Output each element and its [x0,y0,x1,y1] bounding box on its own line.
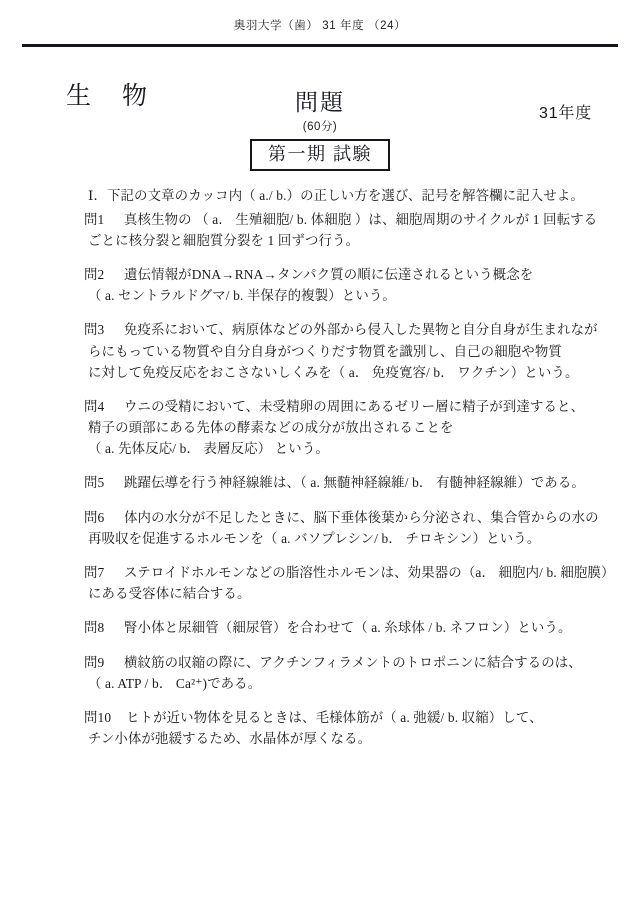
question-first-line [0,319,618,340]
question-continuation-line [0,362,618,383]
question-first-line [0,472,618,493]
question-text: （ a. 先体反応/ b． 表層反応） という。 [88,441,329,457]
question-text: ステロイドホルモンなどの脂溶性ホルモンは、効果器の（a． 細胞内/ b. 細胞膜） [124,565,615,580]
question-text: に対して免疫反応をおこさないしくみを（ a． 免疫寛容/ b． ワクチン）という。 [88,364,579,380]
question-number: 問6 [84,509,105,525]
question-text: ヒトが近い物体を見るときは、毛様体筋が（ a. 弛緩/ b. 収縮）して、 [126,709,543,725]
question-list [0,209,640,749]
header-divider-rule [22,44,618,47]
question-first-line [0,562,618,583]
question-text: 横紋筋の収縮の際に、アクチンフィラメントのトロポニンに結合するのは、 [124,654,582,670]
question-number: 問2 [84,267,105,283]
question-continuation-line [0,528,618,549]
question-first-line [0,507,618,528]
question-body [0,186,640,749]
question-continuation-line [0,583,618,604]
question-item [0,562,640,604]
question-number: 問9 [84,654,105,670]
question-text: にある受容体に結合する。 [88,586,251,602]
question-continuation-line [0,673,618,694]
question-number: 問10 [84,709,112,725]
question-item [0,707,640,749]
question-first-line [0,707,618,728]
exam-year: 31年度 [539,105,592,122]
question-continuation-line [0,341,618,362]
question-first-line [0,264,618,285]
question-first-line [0,652,618,673]
exam-session-box: 第一期 試験 [250,139,390,172]
question-item [0,472,640,493]
question-text: 腎小体と尿細管（細尿管）を合わせて（ a. 糸球体 / b. ネフロン）という。 [124,620,572,636]
question-item [0,396,640,460]
question-text: 真核生物の （ a． 生殖細胞/ b. 体細胞 ）は、細胞周期のサイクルが 1 回転する [124,211,598,227]
question-continuation-line [0,728,618,749]
question-number: 問1 [84,211,105,227]
question-text: 体内の水分が不足したときに、脳下垂体後葉から分泌され、集合管からの水の [124,509,599,525]
question-continuation-line [0,230,618,251]
question-item [0,617,640,638]
question-item [0,652,640,694]
question-text: （ a. セントラルドグマ/ b. 半保存的複製）という。 [88,288,396,304]
question-text: 免疫系において、病原体などの外部から侵入した異物と自分自身が生まれなが [124,322,598,338]
question-item [0,507,640,549]
question-text: ウニの受精において、未受精卵の周囲にあるゼリー層に精子が到達すると、 [124,398,585,414]
question-text: チン小体が弛緩するため、水晶体が厚くなる。 [88,731,372,747]
question-first-line [0,617,618,638]
question-number: 問7 [84,565,105,580]
question-continuation-line [0,285,618,306]
question-number: 問5 [84,475,105,491]
question-text: 遺伝情報がDNA→RNA→タンパク質の順に伝達されるという概念を [124,267,534,283]
question-number: 問4 [84,398,105,414]
question-first-line [0,209,618,230]
exam-heading: 問題 [295,89,345,115]
question-text: 再吸収を促進するホルモンを（ a. バソプレシン/ b． チロキシン）という。 [88,530,541,546]
question-text: ごとに核分裂と細胞質分裂を 1 回ずつ行う。 [88,232,360,248]
question-text: （ a. ATP / b． Ca²⁺)である。 [88,675,262,691]
question-continuation-line [0,417,618,438]
exam-duration: (60分) [302,120,338,133]
question-item [0,319,640,383]
running-head: 奥羽大学（歯） 31 年度 （24） [233,20,407,32]
question-continuation-line [0,438,618,459]
section-instruction: Ⅰ．下記の文章のカッコ内（ a./ b.）の正しい方を選び、記号を解答欄に記入せよ。 [88,188,584,203]
question-text: 精子の頭部にある先体の酵素などの成分が放出されることを [88,420,454,436]
question-text: 跳躍伝導を行う神経線維は、（ a. 無髄神経線維/ b． 有髄神経線維）である。 [124,475,585,491]
question-item [0,209,640,251]
question-text: らにもっている物質や自分自身がつくりだす物質を識別し、自己の細胞や物質 [88,343,562,359]
question-first-line [0,396,618,417]
subject-title: 生 物 [66,82,159,110]
question-number: 問8 [84,620,105,636]
question-number: 問3 [84,322,105,338]
question-item [0,264,640,306]
